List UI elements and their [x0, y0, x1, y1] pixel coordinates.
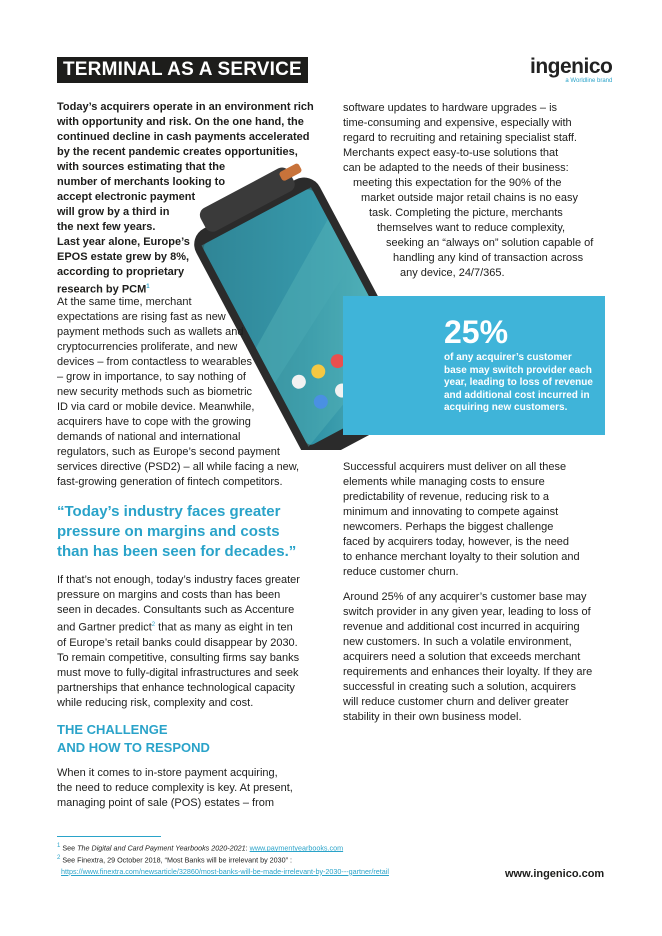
text-line: regulators, such as Europe’s second payment: [57, 446, 280, 458]
website-link[interactable]: www.ingenico.com: [505, 868, 605, 880]
paragraph-successful-acquirers: [343, 460, 580, 580]
paragraph-merchant-expectations: [57, 295, 299, 490]
footnote-ref[interactable]: 1: [146, 284, 150, 290]
text-line: requirements and enhances their loyalty. If they are: [343, 666, 593, 678]
ingenico-logo: [530, 56, 612, 84]
text-line: time-consuming and expensive, especially with: [343, 117, 572, 129]
stat-callout: [343, 296, 605, 435]
text-line: and Gartner predict$^2$ that as many as eight in ten: [57, 621, 293, 634]
text-line: services directive (PSD2) – all while facing a new,: [57, 461, 300, 473]
text-line: demands of national and international: [57, 431, 241, 443]
text-line: continued decline in cash payments accelerated: [57, 131, 310, 143]
text-line: must move to fully-digital infrastructures and seek: [57, 666, 299, 679]
text-line: If that’s not enough, today’s industry faces greater: [57, 574, 300, 586]
text-line: will reduce customer churn and deliver greater: [343, 696, 569, 708]
text-line: To remain competitive, consulting firms say banks: [57, 651, 300, 664]
text-line: EPOS estate grew by 8%,: [57, 251, 190, 263]
footnote-link[interactable]: www.paymentyearbooks.com: [249, 843, 344, 853]
text-line: by the recent pandemic creates opportunities,: [57, 146, 298, 158]
text-line: research by PCM$^1$: [57, 283, 150, 296]
footnote-1: $^1$ See The Digital and Card Payment Yearbooks 2020-2021: www.paymentyearbooks.com: [57, 843, 344, 853]
text-line: will grow by a third in: [57, 206, 170, 218]
text-line: revenue and additional cost incurred in acquiring: [343, 621, 580, 633]
footnote-ref[interactable]: 2: [151, 622, 156, 628]
page-title: TERMINAL AS A SERVICE: [57, 57, 308, 83]
text-line: faced by acquirers today, however, is the need: [343, 536, 570, 548]
text-line: fast-growing generation of fintech competitors.: [57, 476, 283, 488]
text-line: minimum and innovating to compete against: [343, 506, 559, 518]
text-line: acquirers have to cope with the growing: [57, 416, 251, 428]
heading-line: THE CHALLENGE: [57, 722, 168, 737]
footnote-2: $^2$ See Finextra, 29 October 2018, “Most Banks will be irrelevant by 2030” :: [57, 855, 293, 865]
text-line: ID via card or mobile device. Meanwhile,: [57, 401, 255, 413]
footnote-divider: [57, 836, 161, 837]
stat-line: and additional cost incurred in: [444, 389, 590, 401]
text-line: Successful acquirers must deliver on all these: [343, 461, 567, 473]
logo-subtitle: a Worldline brand: [565, 78, 613, 84]
text-line: accept electronic payment: [57, 191, 196, 203]
text-line: – grow in importance, to say nothing of: [57, 371, 246, 383]
text-line: regard to recruiting and retaining specialist staff.: [343, 132, 577, 144]
text-line: according to proprietary: [57, 266, 185, 278]
quote-line: “Today’s industry faces greater: [57, 503, 281, 520]
pull-quote: [57, 502, 296, 562]
footnotes: [57, 841, 389, 877]
text-line: number of merchants looking to: [57, 176, 226, 188]
text-line: new customers. In such a volatile environment,: [343, 636, 572, 648]
quote-line: pressure on margins and costs: [57, 523, 280, 540]
intro-paragraph: [57, 100, 314, 298]
text-line: acquirers need a solution that exceeds merchant: [343, 651, 581, 663]
stat-line: acquiring new customers.: [444, 402, 568, 413]
text-line: successful in creating such a solution, acquirers: [343, 681, 576, 693]
quote-line: than has been seen for decades.”: [57, 543, 297, 560]
text-line: with sources estimating that the: [57, 161, 226, 173]
text-line: meeting this expectation for the 90% of the: [353, 177, 562, 189]
text-line: themselves want to reduce complexity,: [377, 222, 566, 234]
text-line: can be adapted to the needs of their business:: [343, 162, 569, 174]
stat-value: 25%: [444, 314, 509, 350]
text-line: seen in decades. Consultants such as Accenture: [57, 604, 295, 616]
text-line: newcomers. Perhaps the biggest challenge: [343, 521, 554, 533]
text-line: reduce customer churn.: [343, 566, 459, 578]
text-line: of Europe’s retail banks could disappear by 2030.: [57, 636, 298, 649]
paragraph-pos-estates: [343, 101, 593, 281]
paragraph-industry-pressure: [57, 573, 300, 711]
text-line: Today’s acquirers operate in an environment rich: [57, 101, 314, 113]
heading-line: AND HOW TO RESPOND: [57, 740, 210, 755]
text-line: expectations are rising fast as new: [57, 311, 226, 323]
text-line: cryptocurrencies proliferate, and new: [57, 341, 238, 353]
text-line: partnerships that enhance technological capacity: [57, 681, 295, 694]
text-line: switch provider in any given year, leading to loss of: [343, 606, 591, 618]
paragraph-customer-churn: [343, 590, 592, 725]
text-line: payment methods such as wallets and: [57, 326, 244, 338]
text-line: to enhance merchant loyalty to their solution and: [343, 551, 580, 563]
text-line: Last year alone, Europe’s: [57, 236, 190, 248]
text-line: elements while managing costs to ensure: [343, 476, 545, 488]
stat-line: base may switch provider each: [444, 364, 592, 376]
footnote-link[interactable]: https://www.finextra.com/newsarticle/32860/most-banks-will-be-made-irrelevant-by-2030---gartner/retail: [61, 866, 389, 876]
logo-name: ingenico: [530, 55, 613, 78]
text-line: the need to reduce complexity is key. At present,: [57, 782, 293, 794]
text-line: task. Completing the picture, merchants: [369, 207, 563, 219]
stat-line: of any acquirer’s customer: [444, 352, 572, 363]
text-line: with opportunity and risk. On the one hand, the: [57, 116, 304, 128]
stat-line: year, leading to loss of revenue: [444, 377, 593, 388]
footnote-2-link-line: [57, 866, 389, 877]
text-line: managing point of sale (POS) estates – from: [57, 797, 275, 809]
paragraph-in-store-acquiring: [57, 766, 293, 811]
text-line: the next few years.: [57, 221, 156, 233]
text-line: any device, 24/7/365.: [400, 267, 505, 279]
text-line: At the same time, merchant: [57, 296, 192, 308]
stat-description: [444, 352, 593, 415]
text-line: while reducing risk, complexity and cost.: [57, 696, 254, 709]
text-line: pressure on margins and costs than has been: [57, 589, 281, 601]
text-line: When it comes to in-store payment acquiring,: [57, 767, 278, 779]
text-line: software updates to hardware upgrades – is: [343, 102, 558, 114]
text-line: seeking an “always on” solution capable of: [386, 237, 594, 249]
text-line: Around 25% of any acquirer’s customer base may: [343, 591, 587, 603]
text-line: new security methods such as biometric: [57, 386, 253, 398]
text-line: stability in their own business model.: [343, 711, 522, 723]
text-line: predictability of revenue, reducing risk to a: [343, 491, 550, 503]
text-line: market outside major retail chains is no easy: [361, 192, 579, 204]
section-heading-challenge: [57, 721, 210, 757]
text-line: devices – from contactless to wearables: [57, 356, 253, 368]
text-line: Merchants expect easy-to-use solutions that: [343, 147, 559, 159]
text-line: handling any kind of transaction across: [393, 252, 584, 264]
